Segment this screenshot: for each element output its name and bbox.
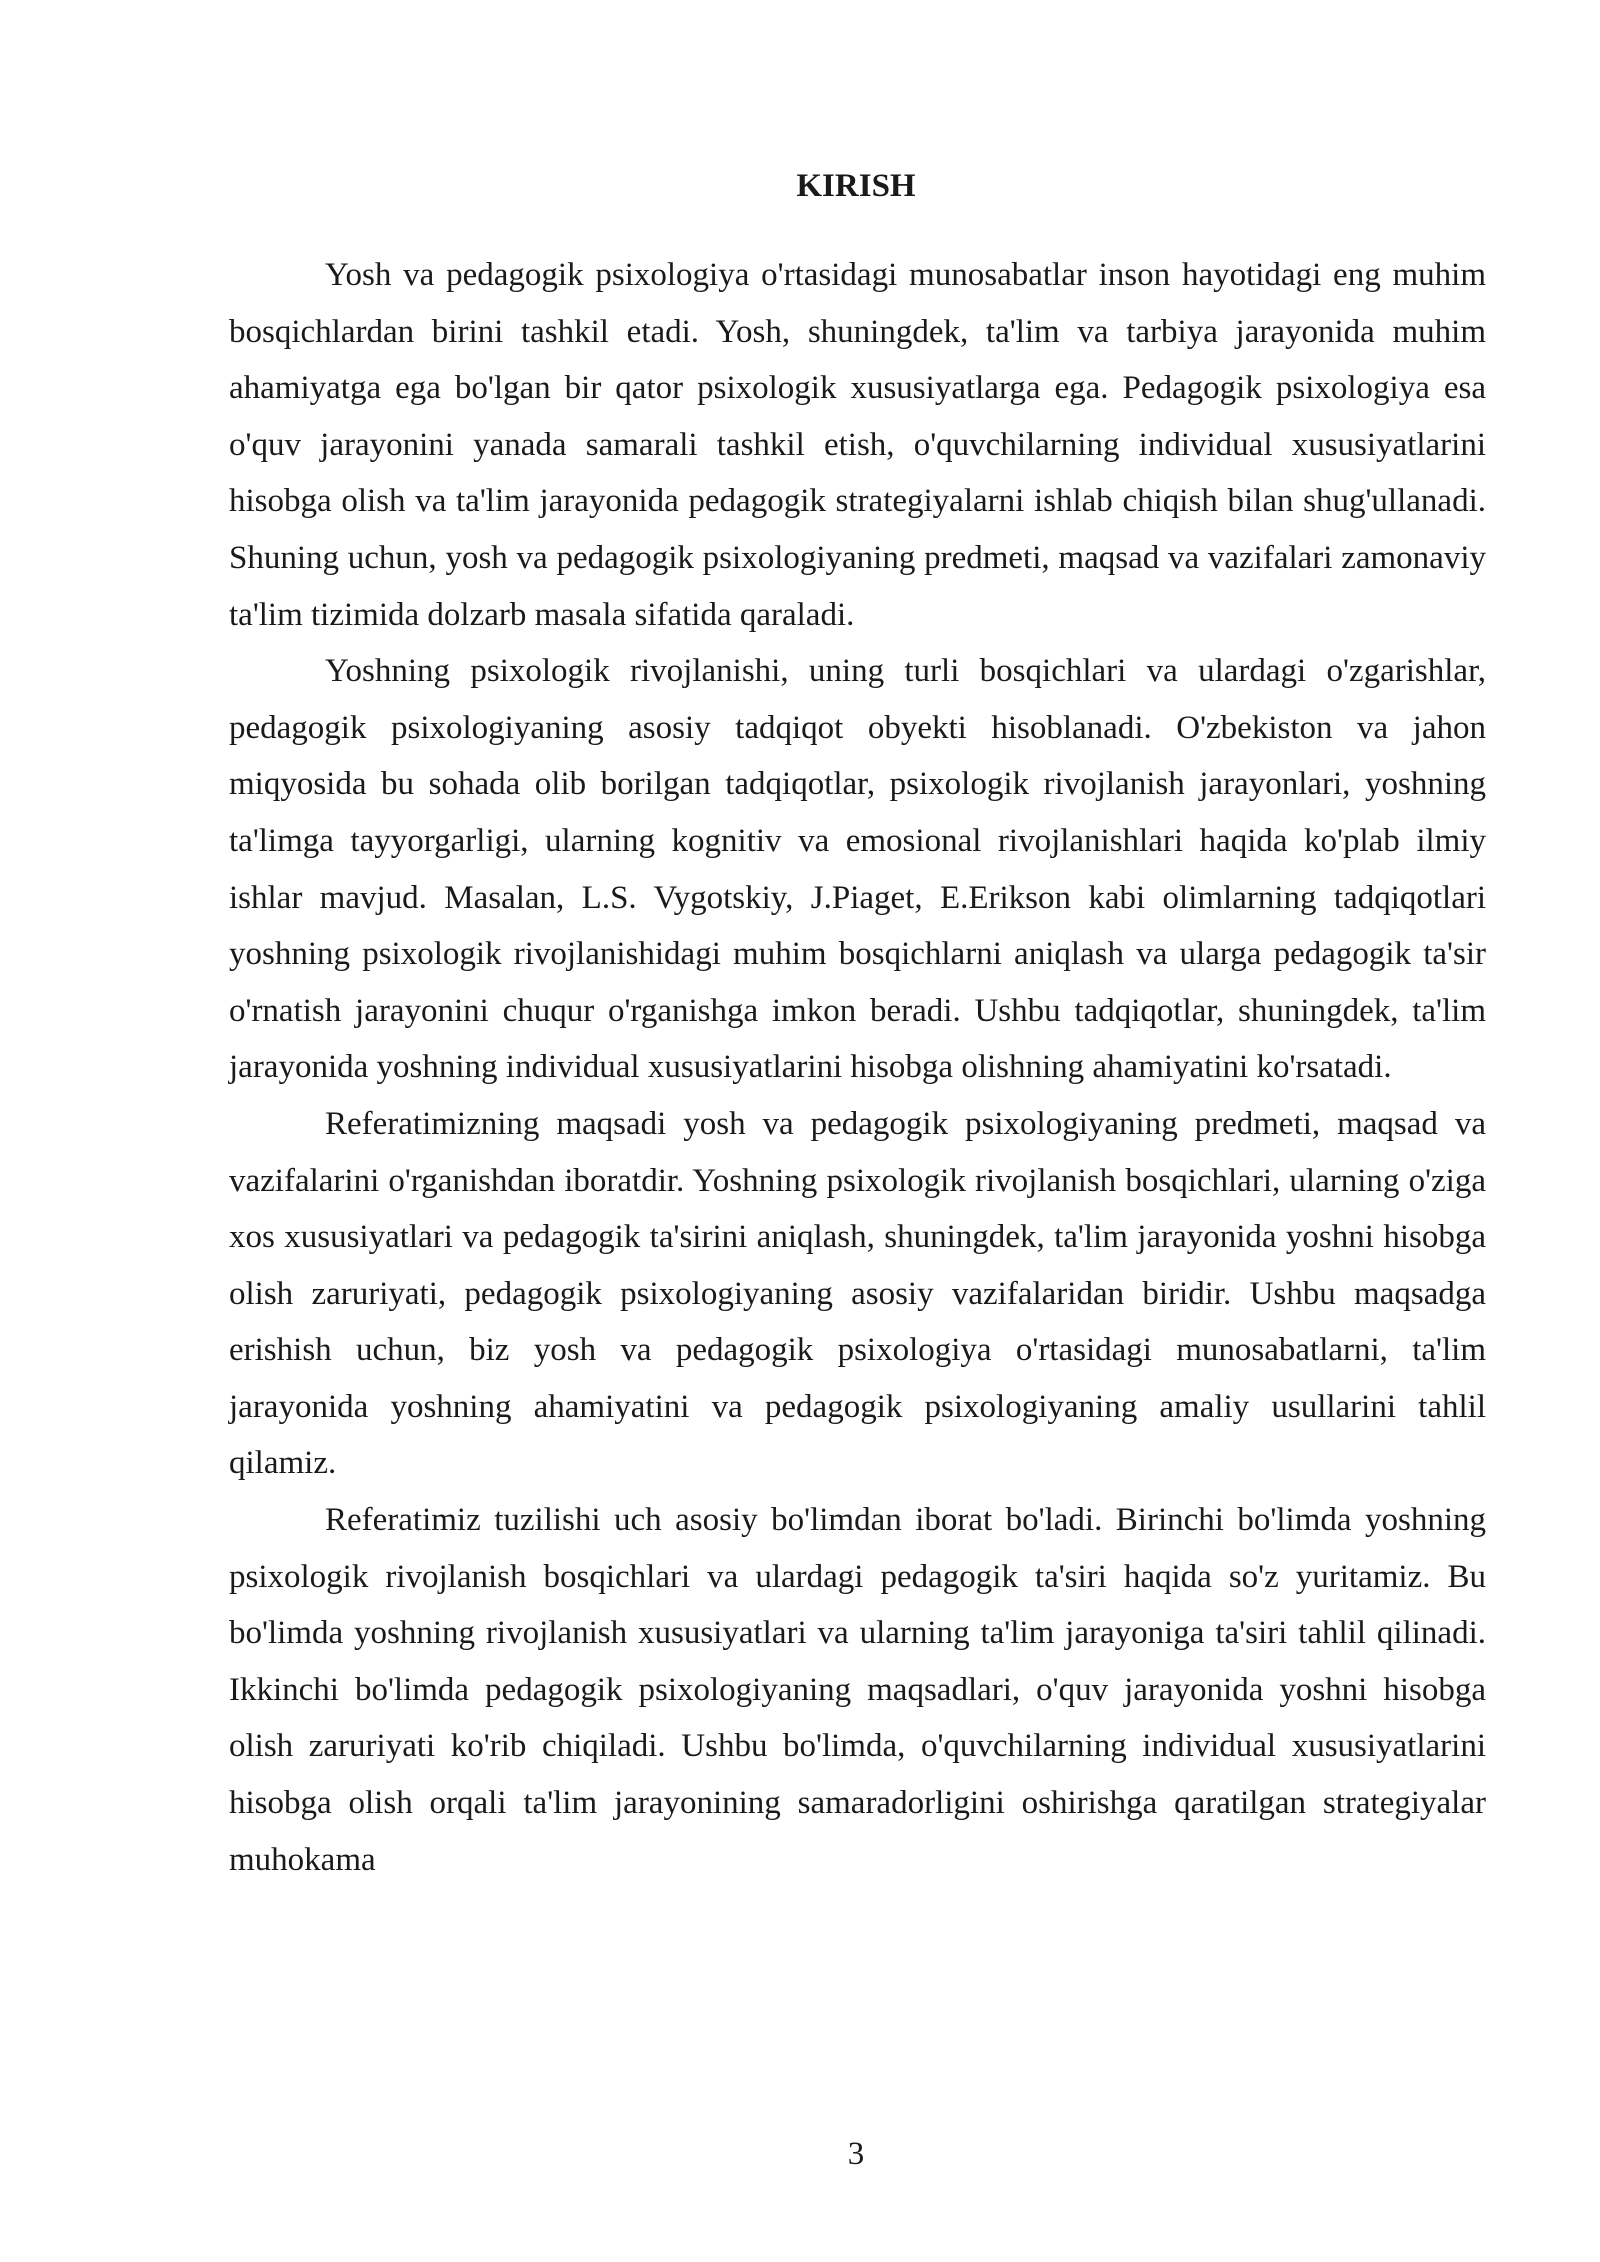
paragraph-4: Referatimiz tuzilishi uch asosiy bo'limdan iborat bo'ladi. Birinchi bo'limda yoshning psixologik rivojlanish bosqichlari va ulardagi pedagogik ta'siri haqida so'z yuritamiz. Bu bo'limda yoshning rivojlanish xususiyatlari va ularning ta'lim jarayoniga ta'siri tahlil qilinadi. Ikkinchi bo'limda pedagogik psixologiyaning maqsadlari, o'quv jarayonida yoshni hisobga olish zaruriyati ko'rib chiqiladi. Ushbu bo'limda, o'quvchilarning individual xususiyatlarini hisobga olish orqali ta'lim jarayonining samaradorligini oshirishga qaratilgan strategiyalar muhokama — [229, 1502, 1486, 1878]
page-number: 3 — [847, 2136, 865, 2172]
body-text — [229, 247, 1486, 1888]
page-title: KIRISH — [796, 168, 916, 204]
paragraph-2: Yoshning psixologik rivojlanishi, uning turli bosqichlari va ulardagi o'zgarishlar, pedagogik psixologiyaning asosiy tadqiqot obyekti hisoblanadi. O'zbekiston va jahon miqyosida bu sohada olib borilgan tadqiqotlar, psixologik rivojlanish jarayonlari, yoshning ta'limga tayyorgarligi, ularning kognitiv va emosional rivojlanishlari haqida ko'plab ilmiy ishlar mavjud. Masalan, L.S. Vygotskiy, J.Piaget, E.Erikson kabi olimlarning tadqiqotlari yoshning psixologik rivojlanishidagi muhim bosqichlarni aniqlash va ularga pedagogik ta'sir o'rnatish jarayonini chuqur o'rganishga imkon beradi. Ushbu tadqiqotlar, shuningdek, ta'lim jarayonida yoshning individual xususiyatlarini hisobga olishning ahamiyatini ko'rsatadi. — [229, 653, 1486, 1086]
paragraph-3: Referatimizning maqsadi yosh va pedagogik psixologiyaning predmeti, maqsad va vazifalarini o'rganishdan iboratdir. Yoshning psixologik rivojlanish bosqichlari, ularning o'ziga xos xususiyatlari va pedagogik ta'sirini aniqlash, shuningdek, ta'lim jarayonida yoshni hisobga olish zaruriyati, pedagogik psixologiyaning asosiy vazifalaridan biridir. Ushbu maqsadga erishish uchun, biz yosh va pedagogik psixologiya o'rtasidagi munosabatlarni, ta'lim jarayonida yoshning ahamiyatini va pedagogik psixologiyaning amaliy usullarini tahlil qilamiz. — [229, 1105, 1486, 1482]
paragraph-1: Yosh va pedagogik psixologiya o'rtasidagi munosabatlar inson hayotidagi eng muhim bosqichlardan birini tashkil etadi. Yosh, shuningdek, ta'lim va tarbiya jarayonida muhim ahamiyatga ega bo'lgan bir qator psixologik xususiyatlarga ega. Pedagogik psixologiya esa o'quv jarayonini yanada samarali tashkil etish, o'quvchilarning individual xususiyatlarini hisobga olish va ta'lim jarayonida pedagogik strategiyalarni ishlab chiqish bilan shug'ullanadi. Shuning uchun, yosh va pedagogik psixologiyaning predmeti, maqsad va vazifalari zamonaviy ta'lim tizimida dolzarb masala sifatida qaraladi. — [229, 257, 1486, 633]
